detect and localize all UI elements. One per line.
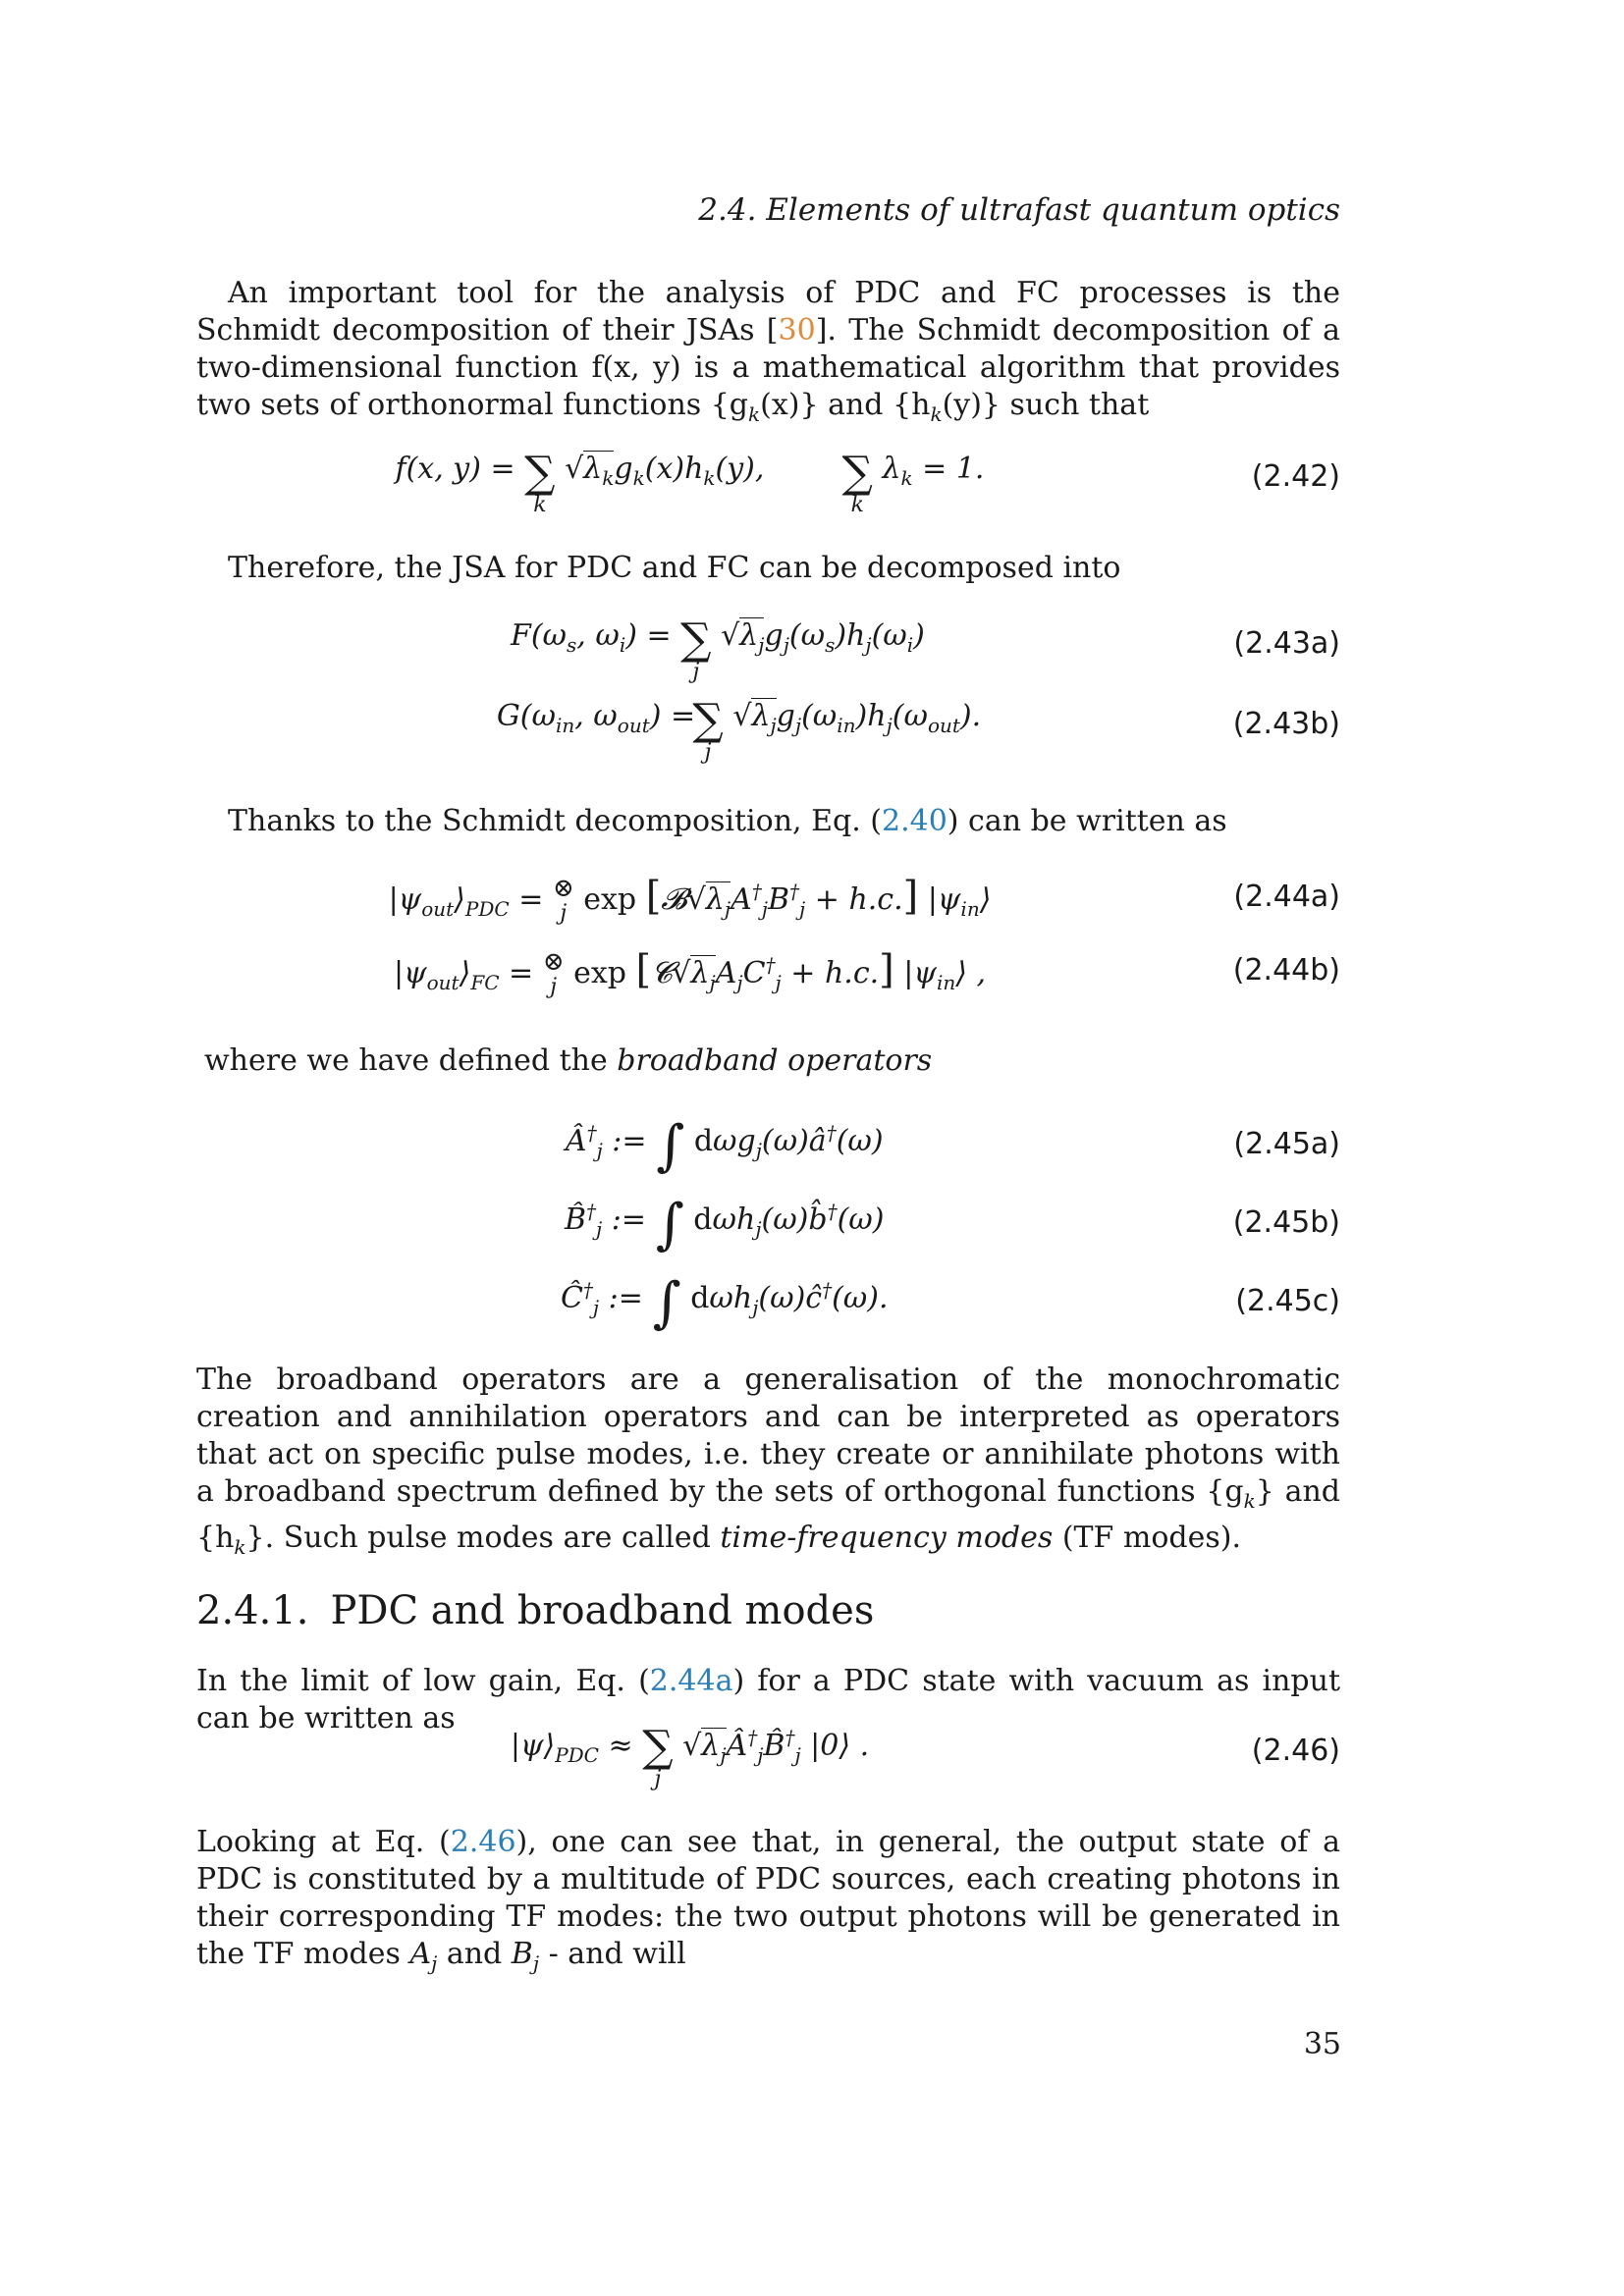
equation-2-45c-number: (2.45c) <box>1235 1284 1340 1318</box>
section-number: 2.4.1. <box>196 1588 309 1633</box>
equation-2-43b <box>196 695 1340 765</box>
eq246-limit: j <box>654 1767 662 1791</box>
eq243b-lhs: G(ω <box>496 699 556 733</box>
p4-text-a: where we have defined the <box>204 1043 618 1078</box>
p1-text-b: ]. The Schmidt decomposition of a two-dimensional function f(x, y) is a mathematical algorithm that provides two sets of orthonormal functions {g <box>196 313 1340 422</box>
p3-text-b: ) can be written as <box>947 804 1227 838</box>
p6-text-a: In the limit of low gain, Eq. ( <box>196 1664 650 1698</box>
equation-2-46-body: $|\psi⟩_{PDC}$ ≈ ∑ j $√\lambda_jÂ^\dagger_jB̂^\dagger_j$ |0⟩ . <box>510 1722 870 1791</box>
running-header: 2.4. Elements of ultrafast quantum optics <box>698 192 1340 228</box>
p1-text-c: (x)} and {h <box>760 388 931 422</box>
equation-2-44b-number: (2.44b) <box>1232 953 1340 988</box>
p6-text-b: ) for a PDC state with vacuum as input can be written as <box>196 1664 1340 1735</box>
equation-2-42 <box>196 448 1340 517</box>
equation-2-46-number: (2.46) <box>1251 1734 1340 1768</box>
eq242-tail: (x)h <box>644 452 704 486</box>
paragraph-broadband-generalisation: The broadband operators are a generalisation of the monochromatic creation and annihilation operators and can be interpreted as operators that act on specific pulse modes, i.e. they create or annihilate photons with a broadband spectrum defined by the sets of orthogonal functions $\{g_k\}$ and $\{h_k\}$. Such pulse modes are called time-frequency modes (TF modes). <box>196 1362 1340 1559</box>
equation-2-45b-body: $B̂^\dagger_j$ := ∫ dωh$_j$(ω)b̂†(ω) <box>564 1193 894 1256</box>
eq242-tail2: (y), <box>715 452 765 486</box>
eq242-lhs: f(x, y) = <box>395 452 525 486</box>
eq243b-limit: j <box>704 740 712 765</box>
p5-text-b: } and {h <box>196 1474 1340 1555</box>
eq242-rhs: λ <box>882 452 901 486</box>
equation-2-44a-number: (2.44a) <box>1233 880 1340 914</box>
equation-2-45a <box>196 1114 1340 1178</box>
equation-2-45a-body: $Â^\dagger_j$ := ∫ dωg$_j$(ω)â†(ω) <box>565 1114 893 1178</box>
paragraph-output-state: Looking at Eq. (2.46), one can see that, in general, the output state of a PDC is constituted by a multitude of PDC sources, each creating photons in their corresponding TF modes: the two output photons will be generated in the TF modes $A_j$ and $B_j$ - and will <box>196 1825 1340 1975</box>
equation-2-44b <box>196 947 1340 1006</box>
equation-2-44b-body: $|\psi_{out}⟩_{FC}$ = ⊗ j $\exp [𝓒√\lambda_jA_jC^\dagger_j + h.c.]$ $|\psi_{in}⟩$ , <box>393 947 986 999</box>
equation-2-43a-number: (2.43a) <box>1233 626 1340 661</box>
equation-2-45b <box>196 1193 1340 1256</box>
eq242-limit: k <box>533 493 547 517</box>
eq243a-limit: j <box>692 660 700 684</box>
citation-link[interactable]: 30 <box>778 313 816 347</box>
equation-2-45c <box>196 1271 1340 1335</box>
eq243a-lhs: F(ω <box>511 618 567 653</box>
p5-text-d: (TF modes). <box>1053 1521 1241 1555</box>
p1-text-a: An important tool for the analysis of PDC and FC processes is the Schmidt decomposition of their JSAs [ <box>196 276 1340 347</box>
equation-ref-2-46[interactable]: 2.46 <box>450 1825 516 1859</box>
p7-text-b: ), one can see that, in general, the output state of a PDC is constituted by a multitude of PDC sources, each creating photons in their corresponding TF modes: the two output photons will be generated in the TF modes <box>196 1825 1340 1971</box>
equation-2-45b-number: (2.45b) <box>1232 1205 1340 1240</box>
paragraph-jsa-decomposition: Therefore, the JSA for PDC and FC can be decomposed into <box>228 551 1121 585</box>
section-title: PDC and broadband modes <box>330 1588 875 1633</box>
p5-emphasis: time-frequency modes <box>720 1521 1054 1555</box>
p5-text-a: The broadband operators are a generalisation of the monochromatic creation and annihilation operators and can be interpreted as operators that act on specific pulse modes, i.e. they create or annihilate photons with a broadband spectrum defined by the sets of orthogonal functions {g <box>196 1362 1340 1509</box>
equation-2-46 <box>196 1722 1340 1791</box>
page-number: 35 <box>1303 2027 1341 2061</box>
equation-2-42-number: (2.42) <box>1251 459 1340 494</box>
p1-text-d: (y)} such that <box>942 388 1150 422</box>
p7-text-d: - and will <box>539 1937 686 1971</box>
equation-2-45c-body: $Ĉ^\dagger_j$ := ∫ dωh$_j$(ω)ĉ†(ω). <box>560 1271 898 1335</box>
equation-2-43a <box>196 614 1340 684</box>
equation-ref-2-40[interactable]: 2.40 <box>882 804 947 838</box>
paragraph-schmidt-intro: An important tool for the analysis of PDC and FC processes is the Schmidt decomposition of their JSAs [30]. The Schmidt decomposition of a two-dimensional function f(x, y) is a mathematical algorithm that provides two sets of orthonormal functions $\{g_k(x)\}$ and $\{h_k(y)\}$ such that <box>196 276 1340 426</box>
p7-text-a: Looking at Eq. ( <box>196 1825 451 1859</box>
equation-2-43b-body: $G(\omega_{in}$, $\omega_{out}$) = ∑ j $√\lambda_jg_j(\omega_{in})h_j(\omega_{out})$. <box>496 695 982 765</box>
p3-text-a: Thanks to the Schmidt decomposition, Eq. ( <box>228 804 882 838</box>
equation-2-45a-number: (2.45a) <box>1233 1127 1340 1161</box>
equation-2-42-body: f(x, y) = ∑ k $√\lambda_kg_k(x)h_k(y)$, ∑ k $\lambda_k = 1$. <box>395 448 985 517</box>
equation-2-44a-body: $|\psi_{out}⟩_{PDC}$ = ⊗ j $\exp [𝓑√\lambda_jA^\dagger_jB^\dagger_j + h.c.]$ $|\psi_{in}⟩$ <box>388 874 992 926</box>
paragraph-schmidt-eq <box>196 803 1340 840</box>
p7-text-c: and <box>437 1937 512 1971</box>
equation-2-43b-number: (2.43b) <box>1232 707 1340 741</box>
eq242-term: g <box>614 452 633 486</box>
equation-2-43a-body: $F(\omega_s$, $\omega_i$) = ∑ j $√\lambda_jg_j(\omega_s)h_j(\omega_i)$ <box>511 614 935 684</box>
eq242-rhs2: = 1. <box>912 452 985 486</box>
p4-emphasis: broadband operators <box>617 1043 933 1078</box>
paragraph-broadband-def <box>204 1042 1348 1080</box>
equation-2-44a <box>196 874 1340 933</box>
equation-ref-2-44a[interactable]: 2.44a <box>649 1664 733 1698</box>
section-heading <box>196 1588 874 1633</box>
p5-text-c: }. Such pulse modes are called <box>245 1521 721 1555</box>
